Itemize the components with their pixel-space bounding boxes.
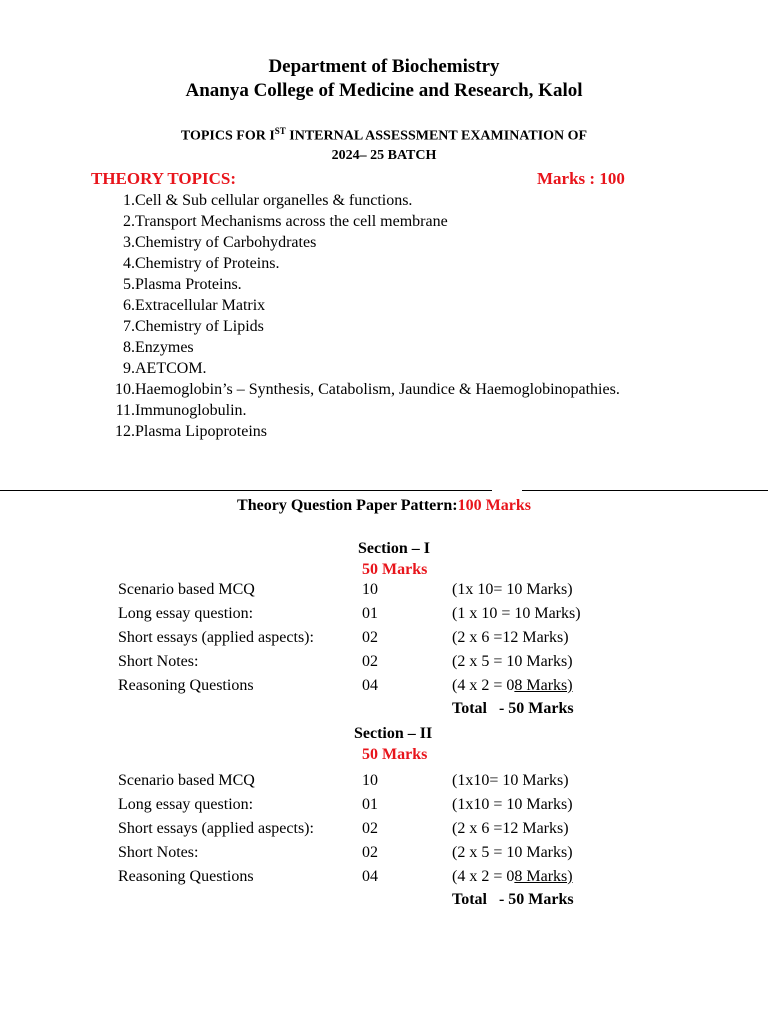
topic-number: 6.	[123, 297, 135, 314]
question-count: 01	[362, 605, 378, 622]
topic-text: Extracellular Matrix	[135, 297, 266, 314]
topic-number: 5.	[123, 276, 135, 293]
question-count: 01	[362, 796, 378, 813]
section-1-marks: 50 Marks	[362, 561, 428, 578]
topic-text: Transport Mechanisms across the cell membrane	[135, 213, 448, 230]
section-2-total: Total - 50 Marks	[452, 891, 574, 908]
question-count: 02	[362, 653, 378, 670]
question-type: Short Notes:	[118, 653, 199, 670]
topic-text: Enzymes	[135, 339, 194, 356]
table-row	[0, 772, 768, 794]
topic-text: Plasma Lipoproteins	[135, 423, 267, 440]
topic-number: 3.	[123, 234, 135, 251]
topics-list	[112, 192, 732, 447]
section-1-title: Section – I	[358, 540, 430, 557]
theory-marks: Marks : 100	[537, 169, 625, 188]
topic-text: Chemistry of Lipids	[135, 318, 264, 335]
topic-number: 12.	[115, 423, 135, 440]
pattern-heading	[0, 497, 768, 515]
table-row	[0, 653, 768, 675]
table-row	[0, 820, 768, 842]
marks-calc: (1x10 = 10 Marks)	[452, 796, 573, 813]
horizontal-divider	[0, 490, 768, 491]
college-title: Ananya College of Medicine and Research, Kalol	[185, 80, 583, 101]
marks-calc-pre: (4 x 2 = 0	[452, 868, 515, 885]
marks-calc: (2 x 5 = 10 Marks)	[452, 844, 573, 861]
subtitle-pre: TOPICS FOR I	[180, 128, 275, 144]
question-type: Long essay question:	[118, 605, 254, 622]
subtitle-post: INTERNAL ASSESSMENT EXAMINATION OF	[285, 128, 588, 144]
marks-calc	[452, 868, 573, 886]
section-2-title: Section – II	[354, 725, 433, 742]
question-count: 02	[362, 629, 378, 646]
question-count: 02	[362, 820, 378, 837]
divider-gap	[492, 489, 522, 492]
question-count: 02	[362, 844, 378, 861]
question-type: Long essay question:	[118, 796, 254, 813]
topic-text: Chemistry of Carbohydrates	[135, 234, 317, 251]
topic-text: Chemistry of Proteins.	[135, 255, 280, 272]
batch-label: 2024– 25 BATCH	[331, 148, 437, 163]
question-type: Short essays (applied aspects):	[118, 820, 314, 837]
question-type: Scenario based MCQ	[118, 772, 255, 789]
topic-text: Cell & Sub cellular organelles & functions.	[135, 192, 413, 209]
question-type: Scenario based MCQ	[118, 581, 255, 598]
marks-calc: (2 x 5 = 10 Marks)	[452, 653, 573, 670]
topic-number: 4.	[123, 255, 135, 272]
table-row	[0, 605, 768, 627]
table-row	[0, 844, 768, 866]
table-row	[0, 796, 768, 818]
topic-number: 1.	[123, 192, 135, 209]
topic-number: 2.	[123, 213, 135, 230]
theory-topics-label: THEORY TOPICS:	[91, 169, 237, 188]
question-count: 10	[362, 581, 378, 598]
question-count: 04	[362, 677, 378, 694]
topic-number: 9.	[123, 360, 135, 377]
pattern-marks: 100 Marks	[457, 497, 531, 514]
topic-text: Plasma Proteins.	[135, 276, 242, 293]
marks-calc-underlined: 8 Marks)	[514, 868, 573, 885]
topic-number: 10.	[115, 381, 135, 398]
table-row	[0, 629, 768, 651]
topic-text: Haemoglobin’s – Synthesis, Catabolism, Jaundice & Haemoglobinopathies.	[135, 381, 620, 398]
table-row	[0, 677, 768, 699]
question-type: Short essays (applied aspects):	[118, 629, 314, 646]
question-count: 04	[362, 868, 378, 885]
section-2-marks: 50 Marks	[362, 746, 428, 763]
exam-subtitle	[0, 126, 768, 145]
topic-number: 8.	[123, 339, 135, 356]
question-count: 10	[362, 772, 378, 789]
table-row	[0, 868, 768, 890]
marks-calc-underlined: 8 Marks)	[514, 677, 573, 694]
marks-calc: (2 x 6 =12 Marks)	[452, 820, 569, 837]
question-type: Reasoning Questions	[118, 677, 254, 694]
topic-text: AETCOM.	[135, 360, 207, 377]
marks-calc: (2 x 6 =12 Marks)	[452, 629, 569, 646]
marks-calc: (1x 10= 10 Marks)	[452, 581, 573, 598]
marks-calc-pre: (4 x 2 = 0	[452, 677, 515, 694]
marks-calc	[452, 677, 573, 695]
question-type: Reasoning Questions	[118, 868, 254, 885]
topic-number: 7.	[123, 318, 135, 335]
marks-calc: (1x10= 10 Marks)	[452, 772, 569, 789]
topic-number: 11.	[115, 402, 135, 419]
subtitle-sup: ST	[274, 126, 286, 136]
section-1-total: Total - 50 Marks	[452, 700, 574, 717]
question-type: Short Notes:	[118, 844, 199, 861]
marks-calc: (1 x 10 = 10 Marks)	[452, 605, 581, 622]
topic-text: Immunoglobulin.	[135, 402, 247, 419]
department-title: Department of Biochemistry	[268, 56, 500, 77]
table-row	[0, 581, 768, 603]
pattern-title: Theory Question Paper Pattern:	[237, 497, 458, 514]
